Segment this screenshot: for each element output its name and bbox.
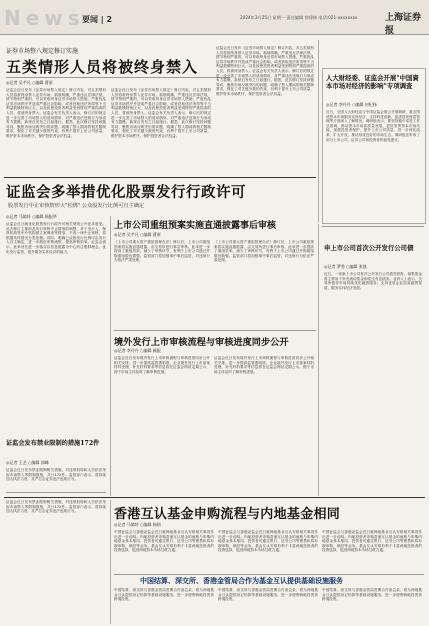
article5-top-rule xyxy=(4,497,425,498)
article5-body-col3: 中国证监会与香港证监会近日就两地基金互认安排相关事项作出进一步说明。内地投资者申购香港互认基金的流程与申购内地基金基本相同，投资者可通过银行、证券公司等销售机构办理申购、赎回等业务。基金互认安排有利于丰富两地投资者的投资选择，促进两地资本市场互联互通。 xyxy=(322,530,422,553)
article2-body-col1: 证监会近日就优化股票发行行政许可相关规则公开征求意见。此次修订主要涉及发行审核中止情形的调整，对于发行人、保荐机构等中介机构被立案调查等情形，不再一律中止审核，将根据具体情况分类处理。同时，明确公众股发行比例可由发行人自主确定，进一步简化审核流程，提高审核效率。证监会表示，此举旨在进一步落实以信息披露为中心的注册制理念，优化发行监管，提升服务实体经济的能力。 xyxy=(6,222,106,254)
sidebar1-headline: 人大财经委、证监会开展"中国資本市场对经济的影响"专项调查 xyxy=(326,74,419,90)
article6-top-rule xyxy=(114,574,424,575)
paper-name: 上海证券报 xyxy=(385,13,422,36)
article6-body-col1: 中国结算、深交所与香港金管局签署合作备忘录，将为两地基金互认提供登记结算等基础设施服务，进一步便利两地投资者跨境投资。 xyxy=(114,588,214,602)
sidebar1-byline: ◎记者 李丹丹 ○编辑 何纪扬 xyxy=(326,102,377,107)
column-divider xyxy=(110,500,111,624)
column-divider xyxy=(318,40,319,222)
article5-left-col: 证监会近日发布禁业限制相关措施，对违规机构和人员依法采取市场禁入等限制措施，共计172件。监管部门表示，将持续加大执法力度，从严打击证券违法违规行为。 xyxy=(6,500,106,514)
article6-body-col2: 中国结算、深交所与香港金管局签署合作备忘录，将为两地基金互认提供登记结算等基础设施服务，进一步便利两地投资者跨境投资。 xyxy=(218,588,318,602)
article1-rule xyxy=(6,77,230,78)
sidebar3-headline: 证监会发布禁业限制的措施172件 xyxy=(6,440,100,447)
article1-body-col2: 证监会近日发布《证券市场禁入规定》修订内容，对五类情形人员将被终身禁入证券市场。新规明确，严重违反法律法规，情节特别严重的，可以采取终身证券市场禁入措施，严重扰乱证券市场秩序并造成严重社会影响，或者获取违法所得等不当利益数额特别巨大，以及致使投资者利益受到特别严重损害的人员，将被终身禁入。证监会有关负责人表示，修订后的规定进一步完善了市场禁入的适用情形，对严重违法违规行为形成有力震慑。新规自发布之日起施行。据悉，此次修订坚持问题导向，聚焦市场反映突出的问题，明确了禁入期间的相关限制要求，强化了对关键少数的约束，有利于提升上市公司质量，维护资本市场秩序，保护投资者合法权益。 xyxy=(111,88,211,138)
sidebar2-byline: ◎记者 罗秀 ○编辑 张凯 xyxy=(324,264,367,269)
column-divider xyxy=(110,216,111,496)
article4-body-col1: 证监会近日发布境外发行上市审核流程与审核进度同步公开相关安排，进一步提高监管透明度。企业境外发行上市备案材料受理、补充材料要求等信息将在证监会网站定期公示，便于市场主体及时了解审核进展。 xyxy=(114,356,210,374)
sidebar2-headline: 申上市公司首次公开发行公司债 xyxy=(324,244,414,252)
article1-kicker: 证券市场整八规定修订实施 xyxy=(6,48,79,55)
article1-body-col3: 证监会近日发布《证券市场禁入规定》修订内容，对五类情形人员将被终身禁入证券市场。新规明确，严重违反法律法规，情节特别严重的，可以采取终身证券市场禁入措施，严重扰乱证券市场秩序并造成严重社会影响，或者获取违法所得等不当利益数额特别巨大，以及致使投资者利益受到特别严重损害的人员，将被终身禁入。证监会有关负责人表示，修订后的规定进一步完善了市场禁入的适用情形，对严重违法违规行为形成有力震慑。新规自发布之日起施行。据悉，此次修订坚持问题导向，聚焦市场反映突出的问题，明确了禁入期间的相关限制要求，强化了对关键少数的约束，有利于提升上市公司质量，维护资本市场秩序，保护投资者合法权益。 xyxy=(216,46,314,96)
article6-body-col3: 中国结算、深交所与香港金管局签署合作备忘录，将为两地基金互认提供登记结算等基础设施服务，进一步便利两地投资者跨境投资。 xyxy=(322,588,422,602)
news-logo: News xyxy=(4,6,85,30)
article3-body-col1: 《上市公司重大资产重组管理办法》修订后，上市公司重组预案将实施直通披露，由交易所进行事后审核。此举进一步提高了重组效率，减少了审核环节，有利于上市公司通过并购重组做优做强。监管部门将加强事中事后监管，对违规行为依法严肃处理。 xyxy=(114,240,210,263)
article1-headline: 五类情形人员将被终身禁入 xyxy=(6,58,199,76)
article2-byline: ◎记者 马婧妤 ○编辑 顾振华 xyxy=(6,214,57,219)
article3-headline: 上市公司重组预案实施直通披露事后审核 xyxy=(114,221,277,231)
article3-body-col2: 《上市公司重大资产重组管理办法》修订后，上市公司重组预案将实施直通披露，由交易所进行事后审核。此举进一步提高了重组效率，减少了审核环节，有利于上市公司通过并购重组做优做强。监管部门将加强事中事后监管，对违规行为依法严肃处理。 xyxy=(214,240,314,263)
article5-byline: ◎记者 马婧妤 ○编辑 杨炳 xyxy=(114,522,161,527)
sidebar1-body: 近日，全国人大财经委与中国证监会联合开展调研，重点围绕资本市场服务实体经济、支持科技创新、促进居民财富管理等方面深入了解情况。调研组表示，要坚持稳中求进工作总基调，推动资本市场高质量发展，更好发挥资本市场功能，加强投资者保护，提升上市公司质量，进一步深化改革，扩大开放，推动形成良好的市场生态。调研组还听取了部分上市公司、证券公司和投资者的意见建议。 xyxy=(326,110,420,142)
article4-headline: 境外发行上市审核流程与审核进度同步公开 xyxy=(114,337,289,348)
section-label: 要闻 | 2 xyxy=(82,15,113,24)
sidebar2-top-rule xyxy=(322,226,424,227)
article3-byline: ◎记者 吴芊凡 ○编辑 曹原 xyxy=(114,232,161,237)
article5-headline: 香港互认基金申购流程与内地基金相同 xyxy=(114,507,341,522)
article2-subhead: 股票发行中止审核情形大"松绑" 公众股发行比例可自主确定 xyxy=(8,203,145,209)
article4-byline: ◎记者 李丹丹 ○编辑 颜振 xyxy=(114,348,161,353)
article5-body-col1: 中国证监会与香港证监会近日就两地基金互认安排相关事项作出进一步说明。内地投资者申购香港互认基金的流程与申购内地基金基本相同，投资者可通过银行、证券公司等销售机构办理申购、赎回等业务。基金互认安排有利于丰富两地投资者的投资选择，促进两地资本市场互联互通。 xyxy=(114,530,214,553)
sidebar2-body: 近日，一家新上市公司首次公开发行公司债券获批，募集资金将主要用于补充流动资金和偿还有息债务。业内人士表示，交易所债券市场持续优化融资服务，支持优质企业拓宽融资渠道，服务实体经济发展。 xyxy=(324,272,422,290)
sidebar3-byline: ◎记者 王艺 ○编辑 郭峰 xyxy=(6,460,49,465)
issue-meta: 2024年3月25日 星期一 责任编辑 徐建林 电话:021-xxxxxxxx xyxy=(240,15,358,20)
article4-body-col2: 证监会近日发布境外发行上市审核流程与审核进度同步公开相关安排，进一步提高监管透明度。企业境外发行上市备案材料受理、补充材料要求等信息将在证监会网站定期公示，便于市场主体及时了解审核进展。 xyxy=(214,356,314,374)
column-divider xyxy=(318,224,319,496)
article2-top-rule xyxy=(4,177,316,178)
article4-top-rule xyxy=(114,330,316,331)
article6-headline: 中国结算、深交所、香港金管局合作为基金互认提供基础设施服务 xyxy=(140,576,343,585)
sidebar3-top-rule xyxy=(6,492,106,493)
article1-byline: ◎记者 吴芊凡 ○编辑 曹原 xyxy=(6,80,53,85)
article1-body-col1: 证监会近日发布《证券市场禁入规定》修订内容，对五类情形人员将被终身禁入证券市场。新规明确，严重违反法律法规，情节特别严重的，可以采取终身证券市场禁入措施，严重扰乱证券市场秩序并造成严重社会影响，或者获取违法所得等不当利益数额特别巨大，以及致使投资者利益受到特别严重损害的人员，将被终身禁入。证监会有关负责人表示，修订后的规定进一步完善了市场禁入的适用情形，对严重违法违规行为形成有力震慑。新规自发布之日起施行。据悉，此次修订坚持问题导向，聚焦市场反映突出的问题，明确了禁入期间的相关限制要求，强化了对关键少数的约束，有利于提升上市公司质量，维护资本市场秩序，保护投资者合法权益。 xyxy=(6,88,106,138)
article2-headline: 证监会多举措优化股票发行行政许可 xyxy=(6,184,246,201)
sidebar3-body: 证监会近日发布禁业限制相关措施，对违规机构和人员依法采取市场禁入等限制措施，共计172件。监管部门表示，将持续加大执法力度，从严打击证券违法违规行为。 xyxy=(6,468,106,482)
article5-body-col2: 中国证监会与香港证监会近日就两地基金互认安排相关事项作出进一步说明。内地投资者申购香港互认基金的流程与申购内地基金基本相同，投资者可通过银行、证券公司等销售机构办理申购、赎回等业务。基金互认安排有利于丰富两地投资者的投资选择，促进两地资本市场互联互通。 xyxy=(218,530,318,553)
